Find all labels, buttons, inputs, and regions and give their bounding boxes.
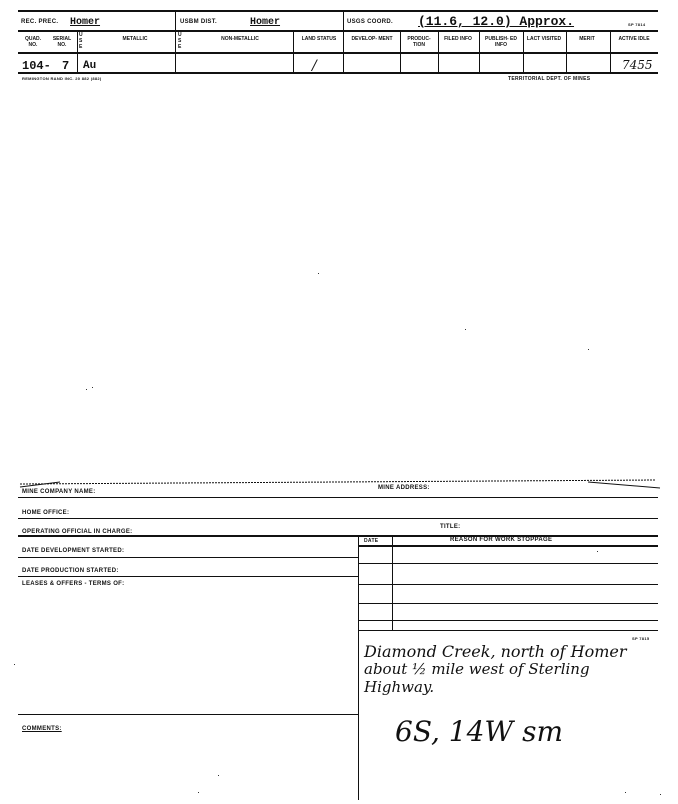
use-nonmetallic-header: U S E (178, 32, 182, 50)
non-metallic-header: NON-METALLIC (221, 36, 259, 42)
merit-header: MERIT (579, 36, 595, 42)
divider (293, 30, 294, 72)
form-code-top: SP 7814 (628, 22, 646, 27)
scan-speck (597, 551, 598, 552)
divider (175, 10, 176, 72)
operating-official-label: OPERATING OFFICIAL IN CHARGE: (22, 529, 133, 535)
usgs-coord-value: (11.6, 12.0) Approx. (418, 14, 575, 29)
township-range: 6S, 14W sm (395, 715, 564, 748)
department-label: TERRITORIAL DEPT. OF MINES (508, 76, 591, 82)
header-row-border (18, 30, 658, 32)
top-rules (0, 460, 678, 500)
printer-line: REMINGTON RAND INC. 20 882 (882) (22, 76, 102, 81)
form-code-bottom: SP 7815 (632, 636, 650, 641)
top-border (18, 10, 658, 12)
usbm-dist-value: Homer (250, 17, 281, 28)
rule (358, 620, 658, 621)
quad-no-header: QUAD. NO. (24, 36, 42, 48)
scan-speck (465, 329, 466, 330)
scan-speck (588, 349, 589, 350)
divider (610, 30, 611, 72)
filed-info-header: FILED INFO (444, 36, 472, 42)
title-label: TITLE: (440, 524, 461, 530)
scan-speck (198, 792, 199, 793)
mine-address-label: MINE ADDRESS: (378, 485, 430, 491)
serial-no-header: SERIAL NO. (52, 36, 72, 48)
rule (18, 535, 658, 537)
rule (18, 557, 358, 558)
column-header-border (18, 52, 658, 54)
divider (77, 30, 78, 72)
location-line-1: Diamond Creek, north of Homer (364, 642, 627, 661)
rule (18, 714, 358, 715)
divider (343, 10, 344, 72)
leases-offers-label: LEASES & OFFERS - TERMS OF: (22, 581, 125, 587)
location-line-3: Highway. (364, 678, 435, 696)
home-office-label: HOME OFFICE: (22, 510, 70, 516)
metallic-value: Au (83, 60, 97, 72)
scan-speck (625, 792, 626, 793)
metallic-header: METALLIC (122, 36, 148, 42)
development-header: DEVELOP- MENT (351, 36, 393, 42)
rec-prec-value: Homer (70, 17, 101, 28)
scan-speck (318, 273, 319, 274)
land-status-value: / (312, 58, 317, 74)
date-column-divider (392, 535, 393, 630)
rec-prec-label: REC. PREC. (21, 19, 59, 25)
scan-speck (92, 387, 93, 388)
quad-value: 104- (22, 59, 51, 73)
center-divider (358, 535, 359, 800)
scan-speck (14, 664, 15, 665)
production-header: PRODUC- TION (407, 36, 431, 48)
last-visited-header: LACT VISITED (526, 36, 562, 42)
active-idle-header: ACTIVE IDLE (618, 36, 650, 42)
rule (18, 497, 658, 498)
use-metallic-header: U S E (79, 32, 83, 50)
location-line-2: about ½ mile west of Sterling (364, 660, 590, 678)
land-status-header: LAND STATUS (301, 36, 337, 42)
data-row-border (18, 72, 658, 74)
scan-speck (86, 389, 87, 390)
serial-value: 7 (62, 59, 70, 73)
comments-label: COMMENTS: (22, 726, 62, 732)
date-development-started-label: DATE DEVELOPMENT STARTED: (22, 548, 125, 554)
active-idle-value: 7455 (622, 58, 653, 72)
rule (358, 630, 658, 631)
rule (358, 603, 658, 604)
mine-company-name-label: MINE COMPANY NAME: (22, 489, 96, 495)
published-info-header: PUBLISH- ED INFO (485, 36, 517, 48)
usgs-coord-label: USGS COORD. (347, 19, 393, 25)
rule (18, 518, 658, 519)
scan-speck (660, 794, 661, 795)
scan-speck (218, 775, 219, 776)
usbm-dist-label: USBM DIST. (180, 19, 218, 25)
rule (358, 545, 658, 547)
reason-stoppage-header: REASON FOR WORK STOPPAGE (450, 537, 553, 543)
rule (358, 563, 658, 564)
date-column-header: DATE (364, 538, 379, 544)
date-production-started-label: DATE PRODUCTION STARTED: (22, 568, 119, 574)
rule (358, 584, 658, 585)
rule (18, 576, 358, 577)
